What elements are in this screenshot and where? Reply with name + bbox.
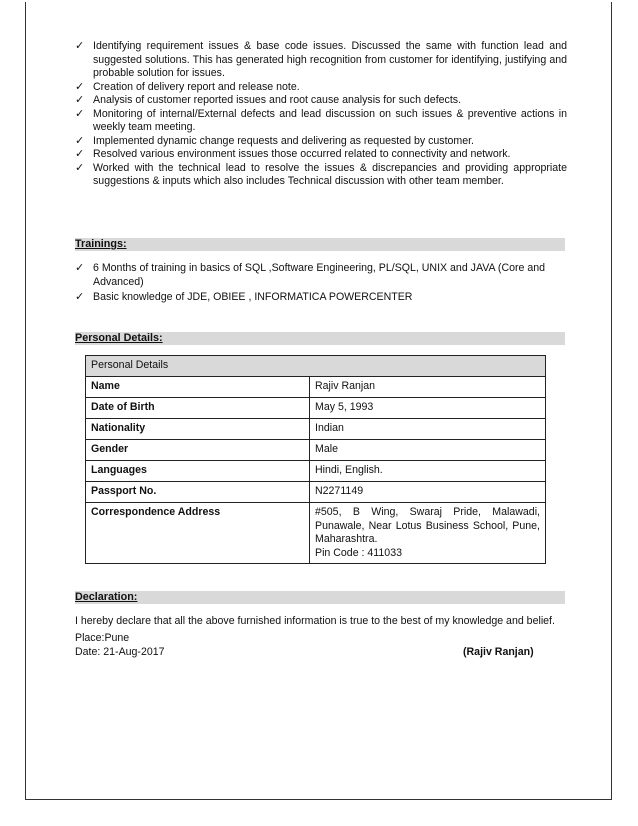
row-label: Languages <box>86 461 310 482</box>
row-label: Gender <box>86 440 310 461</box>
declaration-date: Date: 21-Aug-2017 <box>75 646 165 658</box>
list-item <box>75 108 567 135</box>
table-row <box>86 461 546 482</box>
trainings-section <box>75 262 567 305</box>
checkmark-icon: ✓ <box>75 291 85 303</box>
row-value: May 5, 1993 <box>310 398 546 419</box>
row-label: Date of Birth <box>86 398 310 419</box>
row-value: Hindi, English. <box>310 461 546 482</box>
list-item-text: Analysis of customer reported issues and root cause analysis for such defects. <box>93 94 462 106</box>
table-caption-row <box>86 356 546 377</box>
list-item <box>75 291 567 305</box>
list-item <box>75 162 567 189</box>
row-value: Male <box>310 440 546 461</box>
list-item-text: Monitoring of internal/External defects and lead discussion on such issues & preventive actions in weekly team meeting. <box>93 107 567 133</box>
list-item-text: Creation of delivery report and release note. <box>93 80 300 93</box>
list-item-text: Resolved various environment issues those occurred related to connectivity and network. <box>93 148 511 160</box>
checkmark-icon: ✓ <box>75 94 85 106</box>
list-item-text: 6 Months of training in basics of SQL ,Software Engineering, PL/SQL, UNIX and JAVA (Core and Advanced) <box>93 262 546 288</box>
list-item <box>75 40 567 81</box>
address-cell <box>310 503 546 564</box>
list-item <box>75 135 567 149</box>
pin-code: Pin Code : 411033 <box>315 546 402 559</box>
trainings-heading: Trainings: <box>75 238 565 251</box>
row-value: N2271149 <box>310 482 546 503</box>
checkmark-icon: ✓ <box>75 262 85 274</box>
row-value: Indian <box>310 419 546 440</box>
responsibilities-section <box>75 40 567 189</box>
checkmark-icon: ✓ <box>75 148 85 160</box>
checkmark-icon: ✓ <box>75 107 85 120</box>
table-caption: Personal Details <box>86 356 546 377</box>
personal-details-table-wrap <box>85 355 546 564</box>
responsibilities-list <box>75 40 567 189</box>
date-signature-row <box>75 645 567 659</box>
declaration-heading: Declaration: <box>75 591 565 604</box>
trainings-list <box>75 262 567 305</box>
list-item <box>75 94 567 108</box>
checkmark-icon: ✓ <box>75 161 85 174</box>
checkmark-icon: ✓ <box>75 40 85 52</box>
list-item-text: Worked with the technical lead to resolve the issues & discrepancies and providing appropriate suggestions & inputs which also includes Technical discussion with other team member. <box>93 161 567 187</box>
checkmark-icon: ✓ <box>75 80 85 93</box>
list-item-text: Identifying requirement issues & base code issues. Discussed the same with function lead and suggested solutions. This has generated high recognition from customer for identifying, justifying and probable solution for issues. <box>93 40 567 79</box>
row-label: Correspondence Address <box>86 503 310 564</box>
table-row <box>86 503 546 564</box>
list-item <box>75 148 567 162</box>
table-row <box>86 419 546 440</box>
table-row <box>86 398 546 419</box>
table-row <box>86 482 546 503</box>
table-row <box>86 377 546 398</box>
declaration-text: I hereby declare that all the above furnished information is true to the best of my knowledge and belief. <box>75 615 555 627</box>
personal-details-heading: Personal Details: <box>75 332 565 345</box>
address-text: #505, B Wing, Swaraj Pride, Malawadi, Punawale, Near Lotus Business School, Pune, Maharashtra. <box>315 506 540 545</box>
signature: (Rajiv Ranjan) <box>463 646 534 658</box>
list-item-text: Implemented dynamic change requests and delivering as requested by customer. <box>93 134 475 147</box>
declaration-place: Place:Pune <box>75 632 130 644</box>
row-label: Passport No. <box>86 482 310 503</box>
list-item <box>75 262 567 289</box>
list-item <box>75 81 567 95</box>
row-value: Rajiv Ranjan <box>310 377 546 398</box>
list-item-text: Basic knowledge of JDE, OBIEE , INFORMATICA POWERCENTER <box>93 291 413 303</box>
table-row <box>86 440 546 461</box>
checkmark-icon: ✓ <box>75 134 85 147</box>
row-label: Nationality <box>86 419 310 440</box>
personal-details-table <box>85 355 546 564</box>
row-label: Name <box>86 377 310 398</box>
declaration-section <box>75 614 567 659</box>
